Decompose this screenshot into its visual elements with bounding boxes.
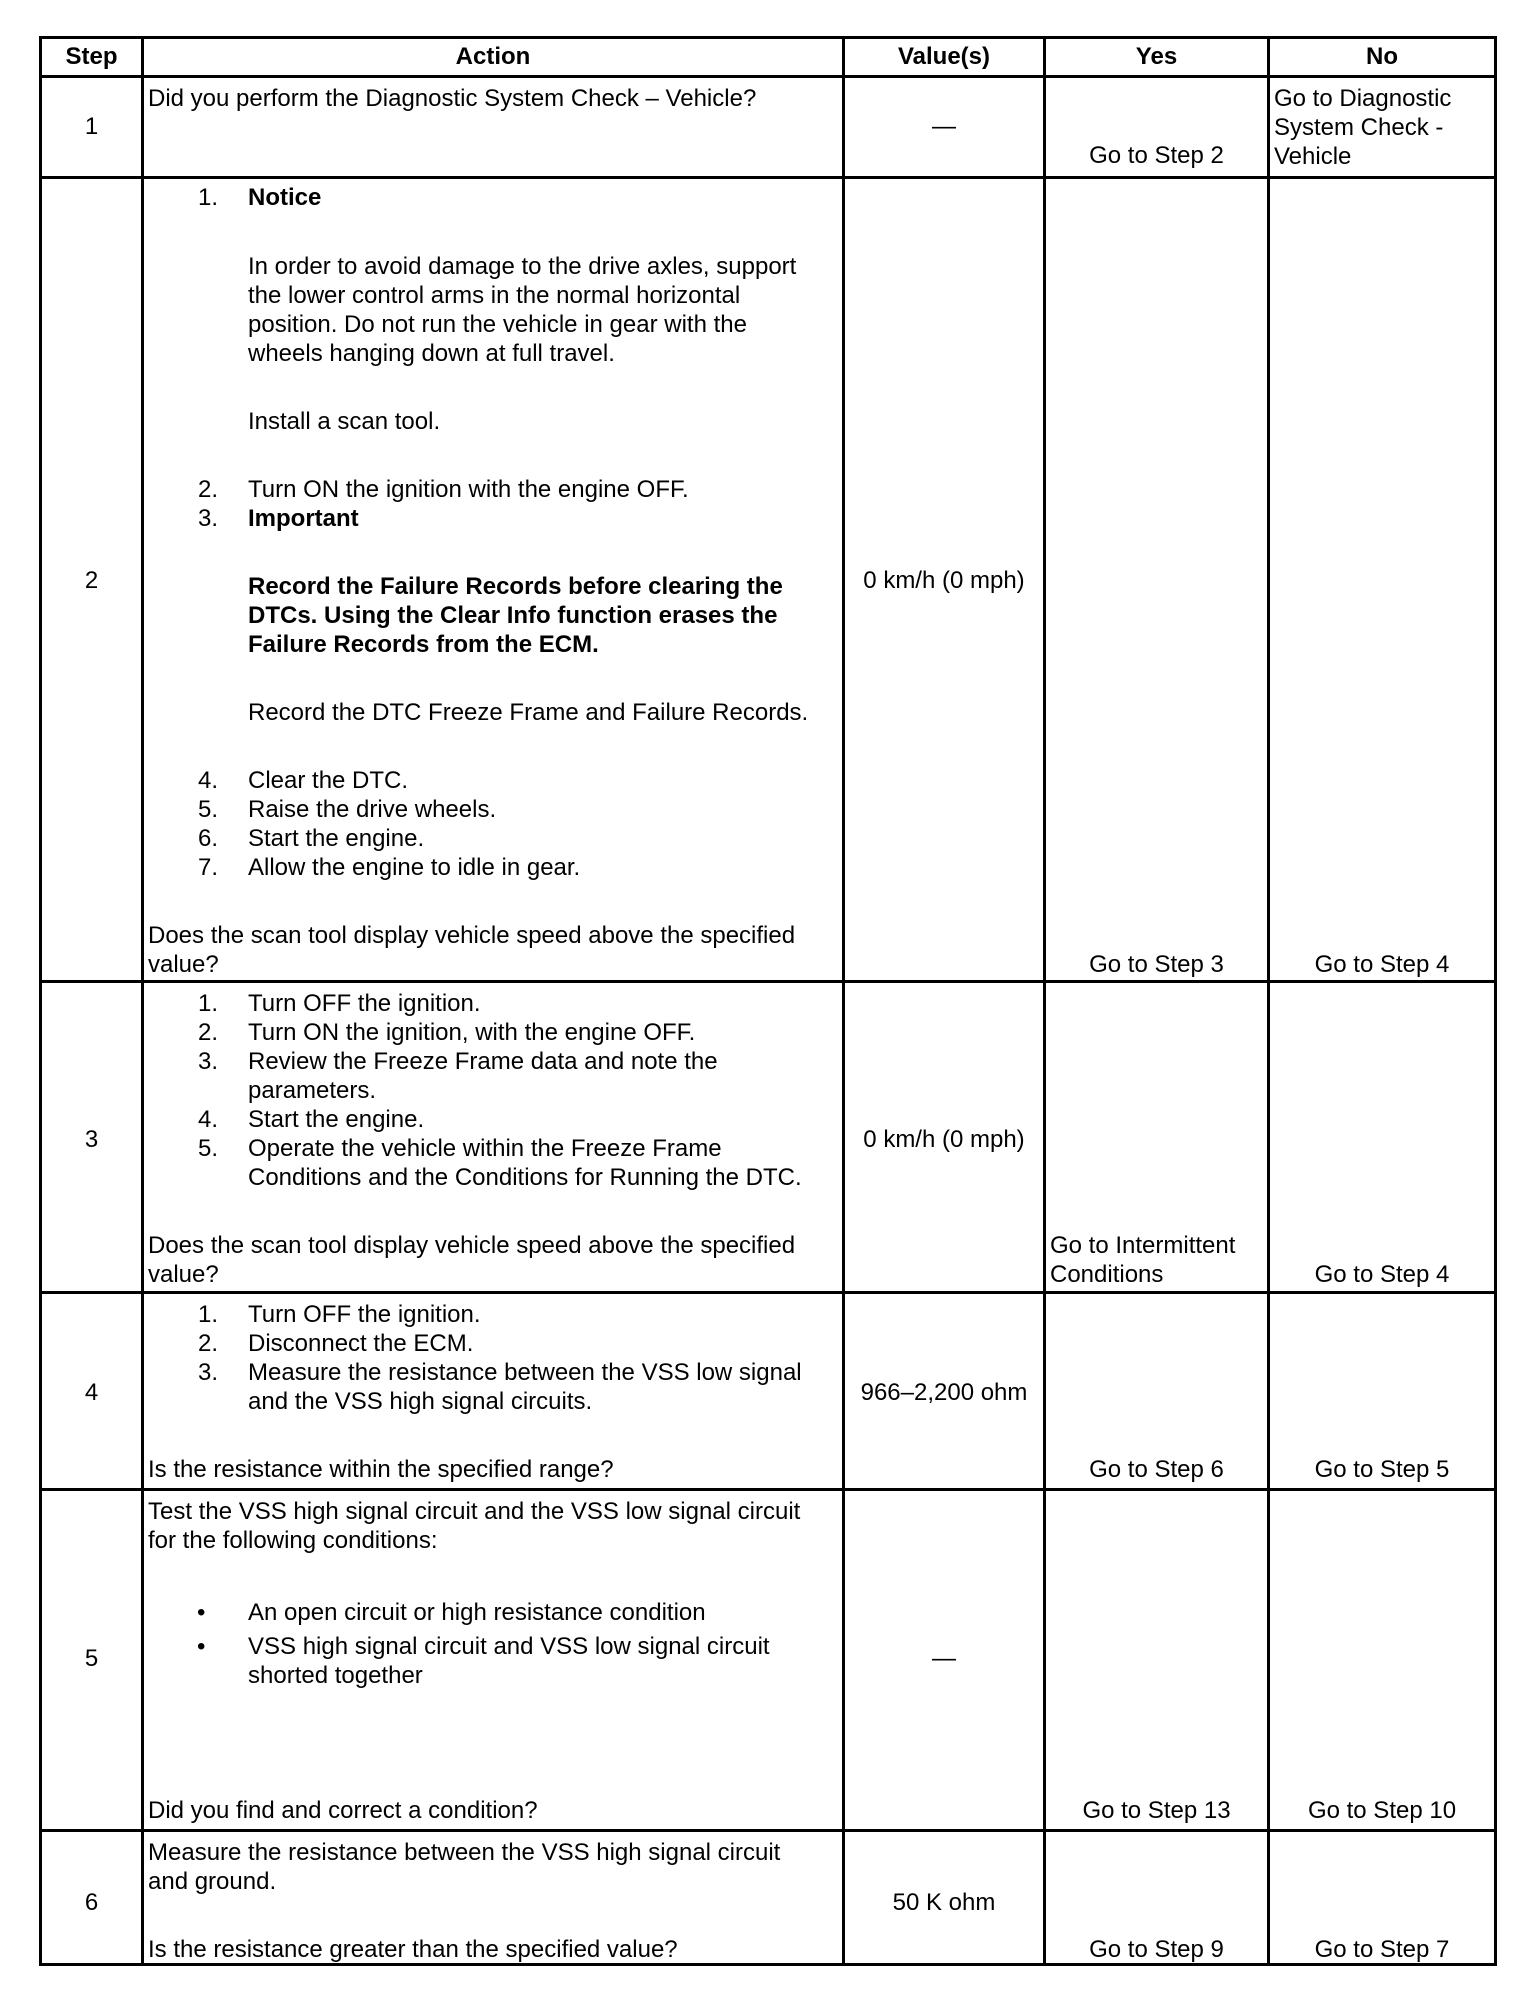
step-text: Review the Freeze Frame data and note the (248, 1048, 718, 1075)
step-text: Turn ON the ignition, with the engine OFF. (248, 1019, 696, 1046)
record-text: Record the DTC Freeze Frame and Failure Records. (248, 699, 809, 726)
step-text: Clear the DTC. (248, 767, 409, 794)
yes-cell: Go to Step 9 (1089, 1936, 1224, 1963)
value-cell: 966–2,200 ohm (860, 1379, 1028, 1406)
no-cell: Go to Step 5 (1314, 1456, 1450, 1483)
action-intro: Measure the resistance between the VSS high signal circuit (148, 1839, 781, 1866)
row-divider (42, 1488, 1494, 1491)
step-text: Start the engine. (248, 825, 425, 852)
step-text: Conditions and the Conditions for Running the DTC. (248, 1164, 802, 1191)
column-divider (1043, 39, 1046, 1963)
action-question: Did you find and correct a condition? (148, 1797, 538, 1824)
bullet-text: An open circuit or high resistance condition (248, 1599, 706, 1626)
header-action: Action (455, 43, 531, 70)
no-cell: System Check - (1274, 114, 1444, 141)
no-cell: Go to Step 4 (1314, 951, 1450, 978)
step-text: and the VSS high signal circuits. (248, 1388, 593, 1415)
action-question: value? (148, 951, 219, 978)
value-cell: 0 km/h (0 mph) (863, 567, 1025, 594)
action-question: value? (148, 1261, 219, 1288)
step-text: Raise the drive wheels. (248, 796, 497, 823)
bullet-text: shorted together (248, 1662, 423, 1689)
value-cell: — (932, 113, 956, 140)
install-text: Install a scan tool. (248, 408, 441, 435)
step-number: 1 (84, 113, 99, 140)
list-number: 2. (197, 476, 218, 503)
no-cell: Vehicle (1274, 143, 1352, 170)
list-number: 1. (197, 1301, 218, 1328)
row-divider (42, 1829, 1494, 1832)
notice-body: In order to avoid damage to the drive axles, support (248, 253, 797, 280)
list-number: 6. (197, 825, 218, 852)
yes-cell: Go to Step 6 (1089, 1456, 1224, 1483)
header-no: No (1366, 43, 1398, 70)
row-divider (42, 176, 1494, 179)
important-body: DTCs. Using the Clear Info function erases the (248, 602, 778, 629)
step-text: Allow the engine to idle in gear. (248, 854, 581, 881)
list-number: 4. (197, 1106, 218, 1133)
bullet-text: VSS high signal circuit and VSS low signal circuit (248, 1633, 770, 1660)
step-number: 5 (84, 1645, 99, 1672)
step-text: Start the engine. (248, 1106, 425, 1133)
yes-cell: Conditions (1050, 1261, 1164, 1288)
step-text: Turn OFF the ignition. (248, 1301, 481, 1328)
column-divider (141, 39, 144, 1963)
header-step: Step (65, 43, 118, 70)
notice-body: the lower control arms in the normal horizontal (248, 282, 741, 309)
column-divider (1267, 39, 1270, 1963)
step-text: Turn ON the ignition with the engine OFF. (248, 476, 689, 503)
step-number: 3 (84, 1126, 99, 1153)
bullet-icon: • (197, 1633, 206, 1660)
header-values: Value(s) (897, 43, 991, 70)
important-title: Important (248, 505, 359, 532)
step-text: Turn OFF the ignition. (248, 990, 481, 1017)
step-number: 4 (84, 1379, 99, 1406)
action-question: Is the resistance greater than the specified value? (148, 1936, 678, 1963)
step-text: Measure the resistance between the VSS low signal (248, 1359, 802, 1386)
list-number: 7. (197, 854, 218, 881)
no-cell: Go to Step 7 (1314, 1936, 1450, 1963)
value-cell: 50 K ohm (892, 1889, 996, 1916)
list-number: 3. (197, 1359, 218, 1386)
row-divider (42, 980, 1494, 983)
important-body: Failure Records from the ECM. (248, 631, 599, 658)
list-number: 5. (197, 1135, 218, 1162)
yes-cell: Go to Step 13 (1082, 1797, 1231, 1824)
action-question: Did you perform the Diagnostic System Check – Vehicle? (148, 85, 757, 112)
yes-cell: Go to Step 3 (1089, 951, 1224, 978)
list-number: 2. (197, 1330, 218, 1357)
no-cell: Go to Diagnostic (1274, 85, 1452, 112)
column-divider (842, 39, 845, 1963)
list-number: 3. (197, 505, 218, 532)
step-text: Disconnect the ECM. (248, 1330, 474, 1357)
action-question: Does the scan tool display vehicle speed above the specified (148, 922, 796, 949)
notice-body: position. Do not run the vehicle in gear with the (248, 311, 747, 338)
bullet-icon: • (197, 1599, 206, 1626)
action-question: Does the scan tool display vehicle speed above the specified (148, 1232, 796, 1259)
important-body: Record the Failure Records before clearing the (248, 573, 783, 600)
list-number: 5. (197, 796, 218, 823)
row-divider (42, 75, 1494, 78)
row-divider (42, 1291, 1494, 1294)
no-cell: Go to Step 4 (1314, 1261, 1450, 1288)
notice-title: Notice (248, 184, 322, 211)
list-number: 2. (197, 1019, 218, 1046)
step-number: 6 (84, 1889, 99, 1916)
value-cell: 0 km/h (0 mph) (863, 1126, 1025, 1153)
action-question: Is the resistance within the specified range? (148, 1456, 614, 1483)
value-cell: — (932, 1645, 956, 1672)
step-text: Operate the vehicle within the Freeze Frame (248, 1135, 722, 1162)
header-yes: Yes (1135, 43, 1178, 70)
action-intro: and ground. (148, 1868, 277, 1895)
list-number: 3. (197, 1048, 218, 1075)
yes-cell: Go to Intermittent (1050, 1232, 1236, 1259)
action-intro: for the following conditions: (148, 1527, 438, 1554)
step-number: 2 (84, 567, 99, 594)
list-number: 1. (197, 184, 218, 211)
yes-cell: Go to Step 2 (1089, 142, 1224, 169)
notice-body: wheels hanging down at full travel. (248, 340, 615, 367)
list-number: 1. (197, 990, 218, 1017)
action-intro: Test the VSS high signal circuit and the VSS low signal circuit (148, 1498, 801, 1525)
list-number: 4. (197, 767, 218, 794)
step-text: parameters. (248, 1077, 377, 1104)
no-cell: Go to Step 10 (1307, 1797, 1457, 1824)
